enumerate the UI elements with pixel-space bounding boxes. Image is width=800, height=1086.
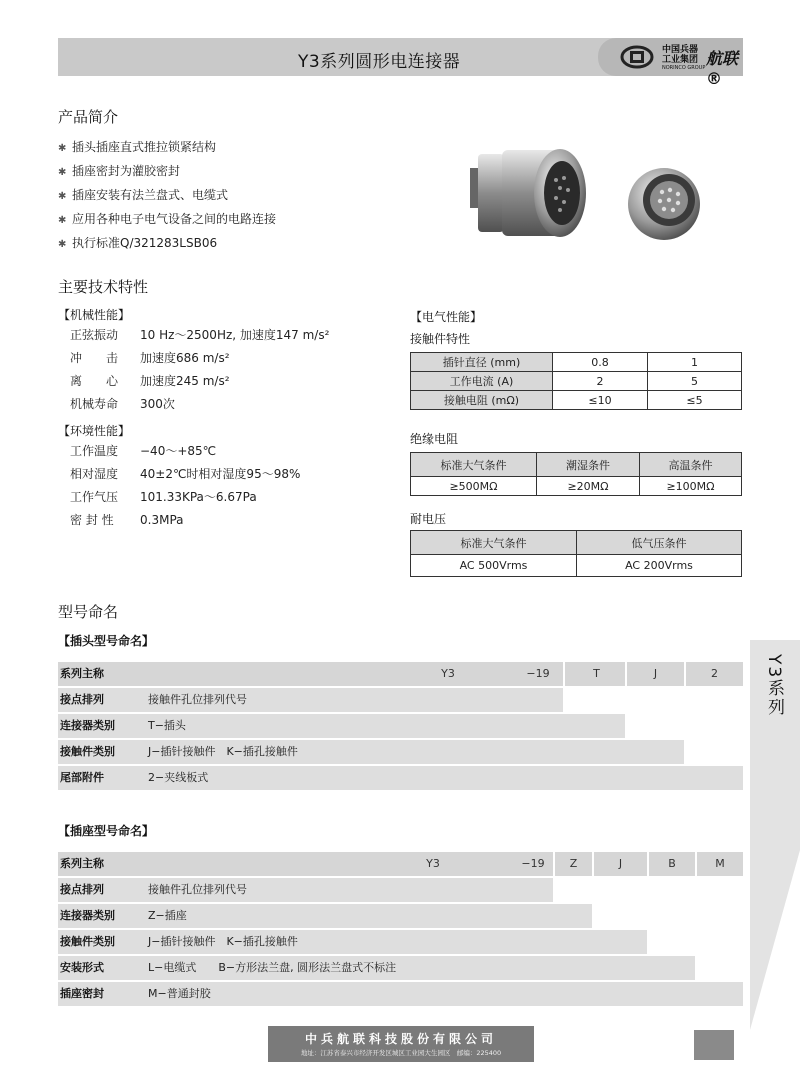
bullet-item: ✱ 应用各种电子电气设备之间的电路连接 bbox=[58, 208, 276, 232]
voltage-table bbox=[410, 530, 742, 577]
naming-row: 连接器类别 T−插头 bbox=[58, 714, 625, 738]
intro-title: 产品简介 bbox=[58, 108, 119, 126]
bullet-item: ✱ 插座密封为灌胶密封 bbox=[58, 160, 276, 184]
code-part: Y3 bbox=[441, 667, 455, 680]
plug-naming-diagram bbox=[58, 662, 743, 790]
page-header bbox=[58, 38, 743, 88]
mech-list bbox=[58, 324, 329, 416]
bullet-item: ✱ 插头插座直式推拉锁紧结构 bbox=[58, 136, 276, 160]
page-marker bbox=[694, 1030, 734, 1060]
env-list bbox=[58, 440, 300, 532]
naming-row: 接触件类别 J−插针接触件 K−插孔接触件 bbox=[58, 740, 684, 764]
table-row: 接触电阻 (mΩ) ≤10 ≤5 bbox=[411, 391, 742, 410]
spec-row: 相对湿度 40±2℃时相对湿度95～98% bbox=[70, 467, 301, 481]
table-row: AC 500Vrms AC 200Vrms bbox=[411, 555, 742, 577]
table-row: 插针直径 (mm) 0.8 1 bbox=[411, 353, 742, 372]
footer bbox=[268, 1026, 534, 1062]
bullet-item: ✱ 插座安装有法兰盘式、电缆式 bbox=[58, 184, 276, 208]
naming-row: 尾部附件 2−夹线板式 bbox=[58, 766, 743, 790]
contact-table bbox=[410, 352, 742, 410]
code-part: Z bbox=[569, 857, 578, 870]
page-title: Y3系列圆形电连接器 bbox=[298, 52, 461, 72]
spec-row: 密 封 性 0.3MPa bbox=[70, 513, 184, 527]
mech-title: 【机械性能】 bbox=[58, 308, 131, 322]
table-row: ≥500MΩ ≥20MΩ ≥100MΩ bbox=[411, 477, 742, 496]
naming-row: 接点排列 接触件孔位排列代号 bbox=[58, 688, 563, 712]
company-address: 地址：江苏省泰兴市经济开发区城区工业园大生园区 邮编：225400 bbox=[300, 1049, 502, 1057]
naming-row: 插座密封 M−普通封胶 bbox=[58, 982, 743, 1006]
series-side-tab bbox=[750, 640, 800, 850]
code-part: −19 bbox=[521, 857, 545, 870]
asterisk-icon: ✱ bbox=[58, 239, 67, 250]
connector-product-image bbox=[464, 130, 744, 260]
insulation-title: 绝缘电阻 bbox=[410, 432, 459, 446]
tech-title: 主要技术特性 bbox=[58, 278, 149, 296]
table-header-row: 标准大气条件 低气压条件 bbox=[411, 531, 742, 555]
naming-row: 安装形式 L−电缆式 B−方形法兰盘, 圆形法兰盘式不标注 bbox=[58, 956, 695, 980]
spec-row: 机械寿命 300次 bbox=[70, 397, 175, 411]
code-part: T bbox=[593, 667, 600, 680]
naming-row: 连接器类别 Z−插座 bbox=[58, 904, 592, 928]
logo-cn-text: 中国兵器 工业集团 bbox=[662, 45, 699, 65]
socket-naming-diagram bbox=[58, 852, 743, 1006]
divider bbox=[563, 662, 565, 688]
spec-row: 冲 击 加速度686 m/s² bbox=[70, 351, 230, 365]
env-title: 【环境性能】 bbox=[58, 424, 131, 438]
plug-naming-title: 【插头型号命名】 bbox=[58, 634, 155, 648]
code-part: B bbox=[668, 857, 676, 870]
contact-title: 接触件特性 bbox=[410, 332, 471, 346]
asterisk-icon: ✱ bbox=[58, 167, 67, 178]
naming-row: 接触件类别 J−插针接触件 K−插孔接触件 bbox=[58, 930, 647, 954]
naming-row: 系列主称 bbox=[58, 852, 743, 876]
logo bbox=[598, 38, 743, 88]
spec-row: 工作气压 101.33KPa～6.67Pa bbox=[70, 490, 257, 504]
spec-row: 离 心 加速度245 m/s² bbox=[70, 374, 230, 388]
naming-title: 型号命名 bbox=[58, 603, 119, 621]
side-tab-tail bbox=[750, 850, 800, 1030]
naming-row: 接点排列 接触件孔位排列代号 bbox=[58, 878, 553, 902]
asterisk-icon: ✱ bbox=[58, 191, 67, 202]
asterisk-icon: ✱ bbox=[58, 143, 67, 154]
elec-title: 【电气性能】 bbox=[410, 310, 483, 324]
logo-en-text: NORINCO GROUP bbox=[662, 65, 706, 71]
spec-row: 正弦振动 10 Hz～2500Hz, 加速度147 m/s² bbox=[70, 328, 330, 342]
code-part: M bbox=[715, 857, 725, 870]
bullet-item: ✱ 执行标准Q/321283LSB06 bbox=[58, 232, 276, 256]
table-row: 工作电流 (A) 2 5 bbox=[411, 372, 742, 391]
spec-row: 工作温度 −40～+85℃ bbox=[70, 444, 217, 458]
norinco-emblem-icon bbox=[620, 45, 654, 69]
series-tab-label: Y3系列 bbox=[764, 654, 784, 718]
code-part: 2 bbox=[711, 667, 718, 680]
brand-name: 航联® bbox=[706, 49, 739, 88]
insulation-table bbox=[410, 452, 742, 496]
socket-naming-title: 【插座型号命名】 bbox=[58, 824, 155, 838]
code-part: −19 bbox=[526, 667, 550, 680]
company-name: 中兵航联科技股份有限公司 bbox=[304, 1032, 497, 1046]
asterisk-icon: ✱ bbox=[58, 215, 67, 226]
intro-bullets bbox=[58, 136, 276, 256]
table-header-row: 标准大气条件 潮湿条件 高温条件 bbox=[411, 453, 742, 477]
code-part: J bbox=[653, 667, 658, 680]
code-part: Y3 bbox=[426, 857, 440, 870]
naming-row: 系列主称 bbox=[58, 662, 743, 686]
code-part: J bbox=[618, 857, 623, 870]
voltage-title: 耐电压 bbox=[410, 512, 447, 526]
